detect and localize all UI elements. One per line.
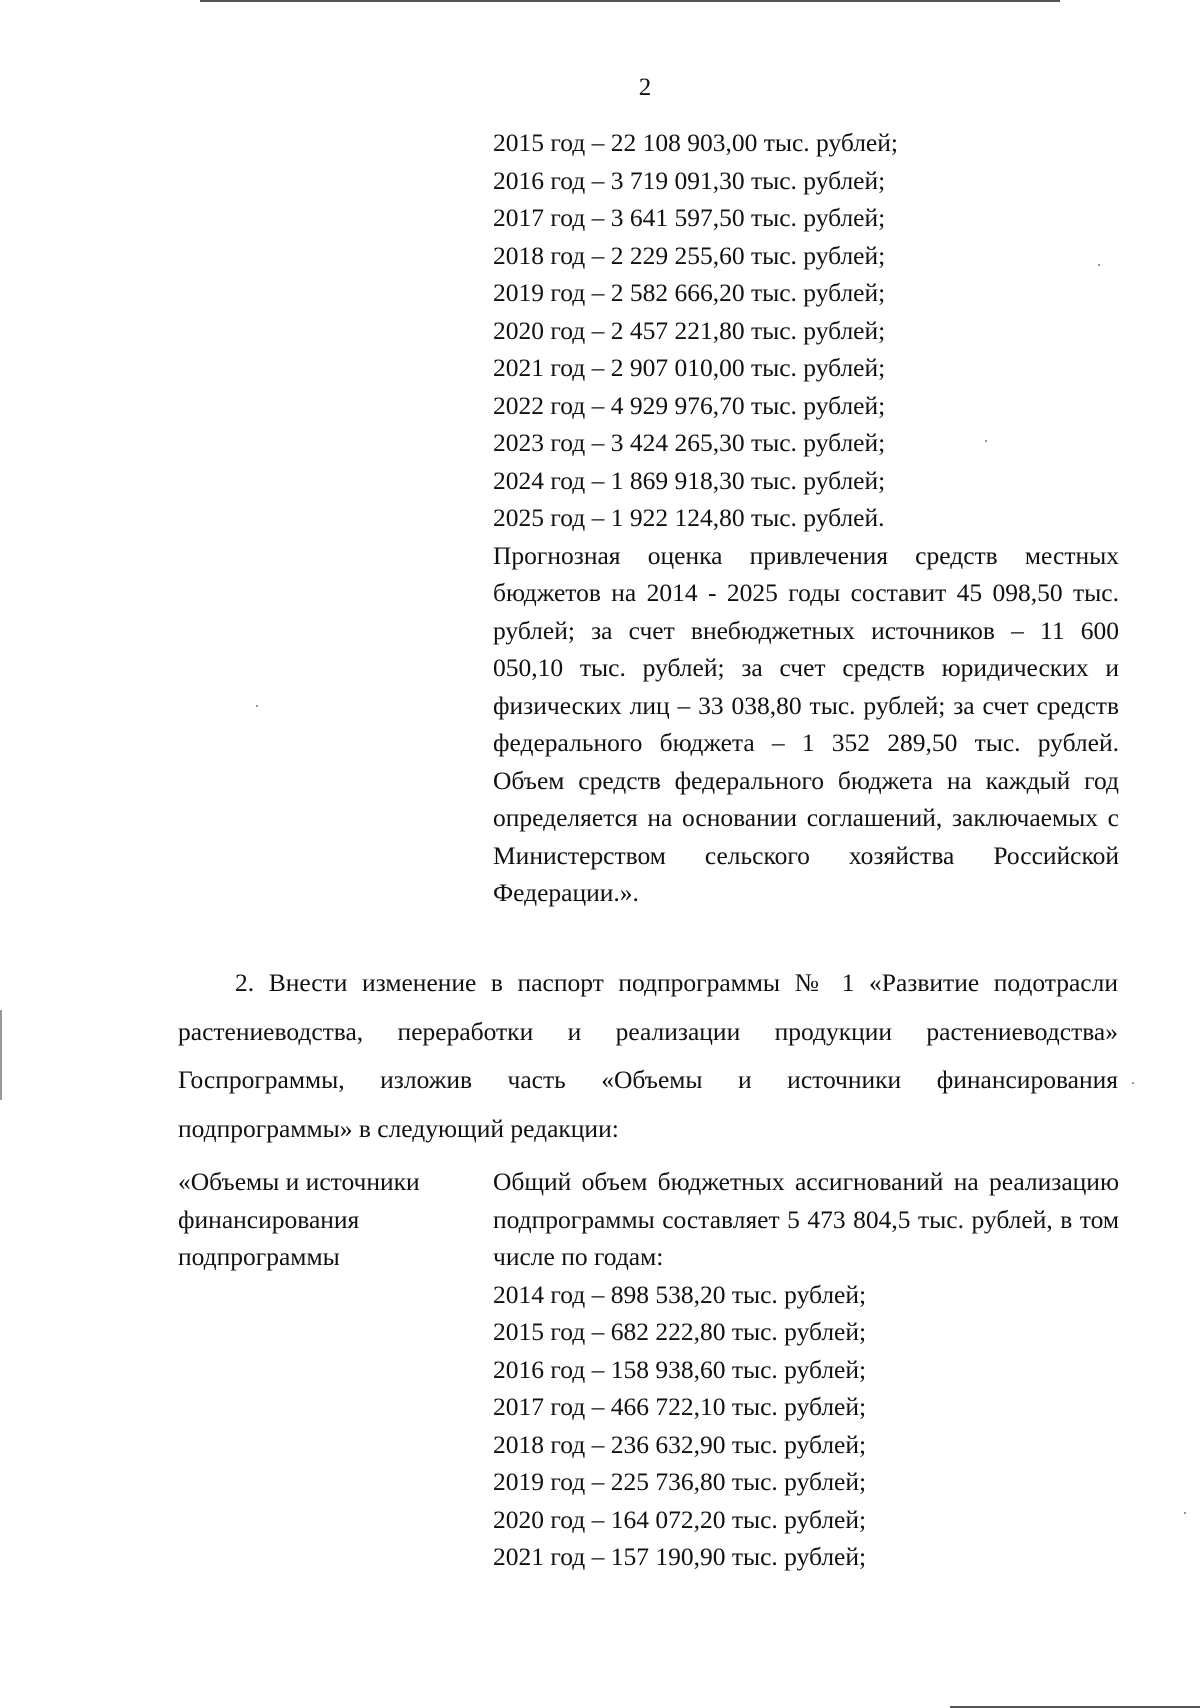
year-line: 2019 год – 2 582 666,20 тыс. рублей; xyxy=(493,278,886,307)
year-line: 2021 год – 2 907 010,00 тыс. рублей; xyxy=(493,353,886,382)
scan-speck xyxy=(1132,1082,1134,1084)
year-line: 2018 год – 236 632,90 тыс. рублей; xyxy=(493,1429,867,1459)
year-line: 2017 год – 3 641 597,50 тыс. рублей; xyxy=(493,203,886,232)
top-years-list xyxy=(493,124,1119,912)
year-line: 2020 год – 2 457 221,80 тыс. рублей; xyxy=(493,315,886,345)
scan-speck xyxy=(256,705,258,707)
table-intro: Общий объем бюджетных ассигнований на реализацию подпрограммы составляет 5 473 804,5 тыс. рублей, в том числе по годам: xyxy=(493,1167,1119,1271)
year-line: 2024 год – 1 869 918,30 тыс. рублей; xyxy=(493,465,886,495)
year-line: 2019 год – 225 736,80 тыс. рублей; xyxy=(493,1467,867,1496)
amendment-item-2: 2. Внести изменение в паспорт подпрограммы № 1 «Развитие подотрасли растениеводства, переработки и реализации продукции растениеводства» Госпрограммы, изложив часть «Объемы и источники финансирования подпрограммы» в следующий редакции: xyxy=(178,968,1118,1143)
scan-edge-top xyxy=(200,0,1060,2)
year-line: 2015 год – 22 108 903,00 тыс. рублей; xyxy=(493,128,898,157)
year-line: 2014 год – 898 538,20 тыс. рублей; xyxy=(493,1279,867,1309)
year-line: 2015 год – 682 222,80 тыс. рублей; xyxy=(493,1317,867,1346)
year-line: 2018 год – 2 229 255,60 тыс. рублей; xyxy=(493,240,886,270)
table-right-cell xyxy=(493,1163,1119,1576)
year-line: 2016 год – 158 938,60 тыс. рублей; xyxy=(493,1354,867,1384)
year-line: 2023 год – 3 424 265,30 тыс. рублей; xyxy=(493,428,886,457)
year-line: 2025 год – 1 922 124,80 тыс. рублей. xyxy=(493,503,885,532)
year-line: 2017 год – 466 722,10 тыс. рублей; xyxy=(493,1392,867,1421)
scan-edge-left xyxy=(0,1010,2,1100)
table-left-label: «Объемы и источники финансирования подпрограммы xyxy=(178,1167,420,1271)
forecast-paragraph: Прогнозная оценка привлечения средств местных бюджетов на 2014 - 2025 годы составит 45 098,50 тыс. рублей; за счет внебюджетных источников – 11 600 050,10 тыс. рублей; за счет средств юридических и физических лиц – 33 038,80 тыс. рублей; за счет средств федерального бюджета – 1 352 289,50 тыс. рублей. Объем средств федерального бюджета на каждый год определяется на основании соглашений, заключаемых с Министерством сельского хозяйства Российской Федерации.». xyxy=(493,540,1119,907)
page-number: 2 xyxy=(638,74,652,101)
year-line: 2016 год – 3 719 091,30 тыс. рублей; xyxy=(493,165,886,195)
year-line: 2020 год – 164 072,20 тыс. рублей; xyxy=(493,1504,867,1534)
scan-speck xyxy=(985,440,987,442)
year-line: 2022 год – 4 929 976,70 тыс. рублей; xyxy=(493,390,886,420)
year-line: 2021 год – 157 190,90 тыс. рублей; xyxy=(493,1542,867,1571)
scan-speck xyxy=(1184,1512,1186,1514)
scan-speck xyxy=(1098,264,1100,266)
